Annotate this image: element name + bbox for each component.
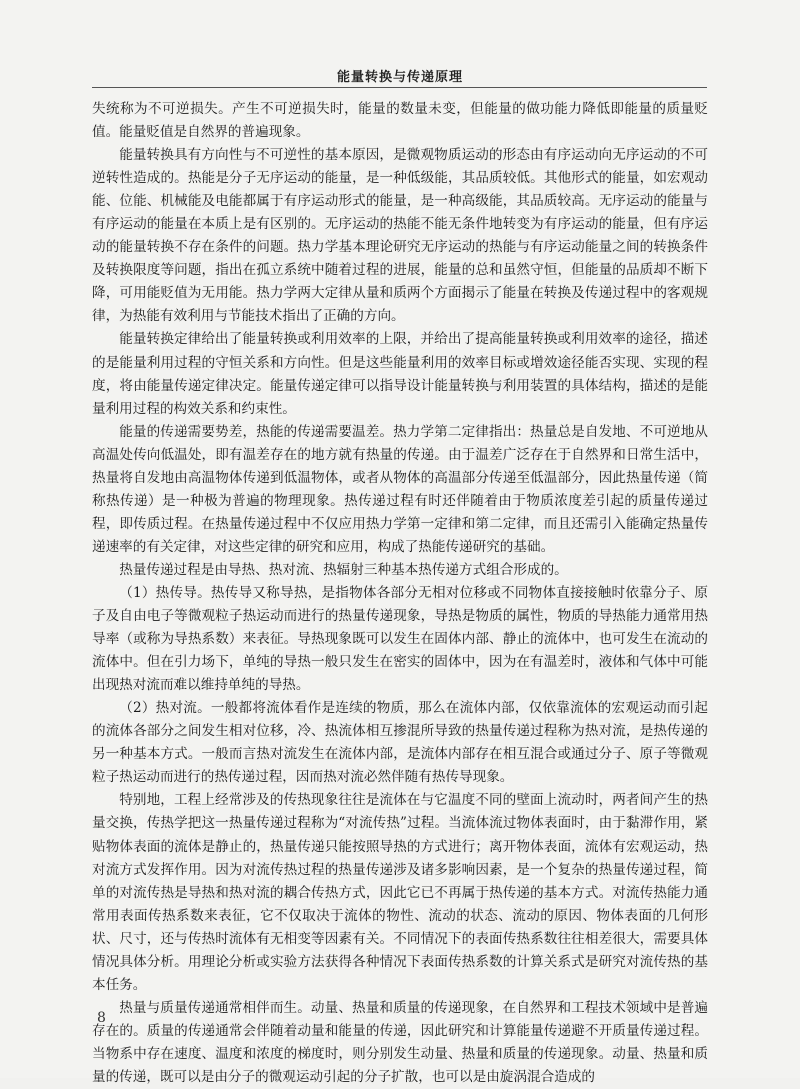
running-head: 能量转换与传递原理 [336,70,463,85]
paragraph-9: 热量与质量传递通常相伴而生。动量、热量和质量的传递现象，在自然界和工程技术领域中是普遍存在的。质量的传递通常会伴随着动量和能量的传递，因此研究和计算能量传递避不开质量传递过程。当物系中存在速度、温度和浓度的梯度时，则分别发生动量、热量和质量的传递现象。动量、热量和质量的传递，既可以是由分子的微观运动引起的分子扩散，也可以是由旋涡混合造成的 [92,999,708,1085]
header-rule [92,87,707,88]
paragraph-6: （1）热传导。热传导又称导热，是指物体各部分无相对位移或不同物体直接接触时依靠分子、原子及自由电子等微观粒子热运动而进行的热量传递现象，导热是物质的属性，物质的导热能力通常用热导率（或称为导热系数）来表征。导热现象既可以发生在固体内部、静止的流体中，也可发生在流动的流体中。但在引力场下，单纯的导热一般只发生在密实的固体中，因为在有温差时，液体和气体中可能出现热对流而难以维持单纯的导热。 [92,584,708,694]
page-number: 8 [97,1010,106,1026]
paragraph-1: 失统称为不可逆损失。产生不可逆损失时，能量的数量未变，但能量的做功能力降低即能量的质量贬值。能量贬值是自然界的普遍现象。 [92,101,708,141]
paragraph-3: 能量转换定律给出了能量转换或利用效率的上限，并给出了提高能量转换或利用效率的途径，描述的是能量利用过程的守恒关系和方向性。但是这些能量利用的效率目标或增效途径能否实现、实现的程度，将由能量传递定律决定。能量传递定律可以指导设计能量转换与利用装置的具体结构，描述的是能量利用过程的构效关系和约束性。 [92,331,708,417]
paragraph-4: 能量的传递需要势差，热能的传递需要温差。热力学第二定律指出：热量总是自发地、不可逆地从高温处传向低温处，即有温差存在的地方就有热量的传递。由于温差广泛存在于自然界和日常生活中，热量将自发地由高温物体传递到低温物体，或者从物体的高温部分传递至低温部分，因此热量传递（简称热传递）是一种极为普遍的物理现象。热传递过程有时还伴随着由于物质浓度差引起的质量传递过程，即传质过程。在热量传递过程中不仅应用热力学第一定律和第二定律，而且还需引入能确定热量传递速率的有关定律，对这些定律的研究和应用，构成了热能传递研究的基础。 [92,423,708,555]
paragraph-8: 特别地，工程上经常涉及的传热现象往往是流体在与它温度不同的壁面上流动时，两者间产生的热量交换，传热学把这一热量传递过程称为“对流传热”过程。当流体流过物体表面时，由于黏滞作用，紧贴物体表面的流体是静止的，热量传递只能按照导热的方式进行；离开物体表面，流体有宏观运动，热对流方式发挥作用。因为对流传热过程的热量传递涉及诸多影响因素，是一个复杂的热量传递过程，简单的对流传热是导热和热对流的耦合传热方式，因此它已不再属于热传递的基本方式。对流传热能力通常用表面传热系数来表征，它不仅取决于流体的物性、流动的状态、流动的原因、物体表面的几何形状、尺寸，还与传热时流体有无相变等因素有关。不同情况下的表面传热系数往往相差很大，需要具体情况具体分析。用理论分析或实验方法获得各种情况下表面传热系数的计算关系式是研究对流传热的基本任务。 [92,792,708,993]
paragraph-5: 热量传递过程是由导热、热对流、热辐射三种基本热传递方式组合形成的。 [119,561,568,578]
paragraph-2: 能量转换具有方向性与不可逆性的基本原因，是微观物质运动的形态由有序运动向无序运动的不可逆转性造成的。热能是分子无序运动的能量，是一种低级能，其品质较低。其他形式的能量，如宏观动能、位能、机械能及电能都属于有序运动形式的能量，是一种高级能，其品质较高。无序运动的能量与有序运动的能量在本质上是有区别的。无序运动的热能不能无条件地转变为有序运动的能量，但有序运动的能量转换不存在条件的问题。热力学基本理论研究无序运动的热能与有序运动能量之间的转换条件及转换限度等问题，指出在孤立系统中随着过程的进展，能量的总和虽然守恒，但能量的品质却不断下降，可用能贬值为无用能。热力学两大定律从量和质两个方面揭示了能量在转换及传递过程中的客观规律，为热能有效利用与节能技术指出了正确的方向。 [92,147,708,325]
body-text [92,98,708,1089]
paragraph-7: （2）热对流。一般都将流体看作是连续的物质，那么在流体内部，仅依靠流体的宏观运动而引起的流体各部分之间发生相对位移，冷、热流体相互掺混所导致的热量传递过程称为热对流，是热传递的另一种基本方式。一般而言热对流发生在流体内部，是流体内部存在相互混合或通过分子、原子等微观粒子热运动而进行的热传递过程，因而热对流必然伴随有热传导现象。 [92,700,708,786]
